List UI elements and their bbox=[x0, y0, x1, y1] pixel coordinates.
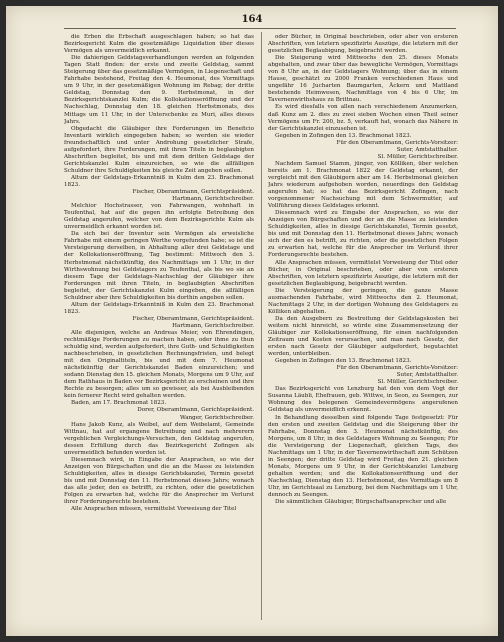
signature-line: Suter, Amtstatthalter. bbox=[396, 372, 458, 379]
signature-line: Fischer, Oberamtmann, Gerichtspräsident. bbox=[132, 189, 254, 196]
signature-line: Für den Oberamtmann, Gerichts-Vorsitzer: bbox=[336, 139, 458, 146]
newspaper-page bbox=[6, 6, 498, 636]
paragraph: Melchior Hochstrasser, von Fahrwangen, wohnhaft in Teufenthal, hat auf die gegen ihn erfolgte Betreibung den Geldstag angerufen, welcher von dem Bezirksgerichte Kulm als unvermeidlich erkannt worden ist. bbox=[64, 203, 254, 231]
signature-line: Suter, Amtstatthalter. bbox=[396, 146, 458, 153]
right-column bbox=[268, 34, 458, 620]
signature-line: Wanger, Gerichtschreiber. bbox=[179, 414, 254, 421]
column-divider bbox=[261, 32, 262, 620]
signature-line: Sl. Müller, Gerichtschreiber. bbox=[377, 379, 458, 386]
paragraph: Diesemnach wird, in Eingabe der Ansprachen, so wie der Anzeigen von Bürgschaften und die an die Masse zu leistenden Schuldigkeiten, alles in diesige Gerichtskanzlei, Termin gesetzt bis und mit Donnstag den 11. Herbstmonat dieses Jahrs; wonach das alle jeder, den es betrifft, zu richten, oder die gesetzlichen Folgen zu erwarten hat, welche für die Ansprecher im Verlurst ihrer Forderungsrechte bestehen. bbox=[64, 456, 254, 506]
paragraph: Altum der Geldstags-Erkanntniß in Kulm den 23. Brachmonat 1823. bbox=[64, 174, 254, 188]
paragraph: Das Bezirksgericht von Lenzburg hat den von dem Vogt der Susanna Läubli, Ehefrauen, geb. Wittwe, in Seon, zu Seengen, zur Wohnung des belegenen Gemeindevermögens angerufenen Geldstag als unvermeidlich erkennt. bbox=[268, 386, 458, 414]
signature-line: Dorer, Oberamtmann, Gerichtspräsident. bbox=[137, 407, 254, 414]
signature-line: Sl. Müller, Gerichtschreiber. bbox=[377, 153, 458, 160]
paragraph: Die Versteigerung der geringen, die ganze Masse ausmachenden Fahrhabe, wird Mittwochs den 2. Heumonat, Nachmittags 2 Uhr, in der dortigen Wohnung des Geldstagers zu Kölliken abgehalten. bbox=[268, 287, 458, 315]
paragraph: Da sich bei der Inventur sein Vermögen als erweisliche Fahrhabe mit einem geringen Werthe vorgefunden habe; so ist die Versteigerung derselben, in Abhaltung aller drei Geldstage und der Kollokationseröffnung, Tag bestimmt: Mittwoch den 3. Herbstmonat nächstkünftig, des Nachmittags um 1 Uhr, in der Wirthswohnung bei Geldstagers zu Teufenthal, als bis wo sie an diesem Tage der Geldstags-Nachschlag der Gläubiger ihre Forderungen mit ihren Titeln, in beglaubigten Abschriften begleitet, der Gerichtskanzlei Kulm eingeben, die allfälligen Schuldner aber ihre Schuldigkeiten bis dorthin angeben sollen. bbox=[64, 231, 254, 301]
paragraph: oder Bücher, in Original beschrieben, oder aber von ersteren Abschriften, von letztern spezifizirte Auszüge, die letztern mit der gesetzlichen Beglaubigung, beigebracht werden. bbox=[268, 34, 458, 55]
header-rule bbox=[64, 28, 456, 29]
paragraph: Alle Ansprachen müssen, vermittelst Vorweisung der Titel oder Bücher, in Original beschrieben, oder aber von ersteren Abschriften, von letztern spezifizirte Auszüge, die letztern mit der gesetzlichen Beglaubigung, beigebracht werden. bbox=[268, 259, 458, 287]
paragraph: Da den Ausgebern zu Bestreitung der Geldstagskosten bei weitem nicht hinreicht, so würde eine Zusammensetzung der Gläubiger zur Kollokationseröffnung, für einen nachfolgenden Zeitraum und Kosten verursachen, und man nach Gesetz, der ersten nach Gesetz der Gläubiger aufgefordert, begutachtet werden, unterbleiben. bbox=[268, 315, 458, 358]
paragraph: Alle Ansprachen müssen, vermittelst Vorweisung der Titel bbox=[71, 506, 237, 513]
paragraph: Diesemnach wird zu Eingabe der Ansprachen, so wie der Anzeigen von Bürgschaften und der an die Masse zu leistenden Schuldigkeiten, alles in diesige Gerichtskanzlei, Termin gesetzt, bis und mit Donnstag den 11. Herbstmonat dieses Jahrs; wonach sich der den es betrifft, zu richten, oder die gesetzlichen Folgen zu erwarten hat, welche für die Ansprecher im Verlurst ihrer Forderungsrechte bestehen. bbox=[268, 210, 458, 259]
paragraph: Altum der Geldstags-Erkanntniß in Kulm den 23. Brachmonat 1823. bbox=[64, 301, 254, 315]
paragraph: Gegeben in Zofingen den 13. Brachmonat 1823. bbox=[275, 132, 412, 139]
signature-line: Fischer, Oberamtmann, Gerichtspräsident. bbox=[132, 315, 254, 322]
signature-line: Für den Oberamtmann, Gerichts-Vorsitzer: bbox=[336, 365, 458, 372]
paragraph: Es wird diesfalls von allen nach verschiedenem Anzumerken, daß Kunz am 2. dies zu zwei sieben Wochen einen Theil seiner Vermögens um Fr. 200, bz. 5, verkauft hat, wonach das Nähere in der Gerichtskanzlei einzusehen ist. bbox=[268, 104, 458, 132]
signature-line: Hartmann, Gerichtschreiber. bbox=[172, 322, 254, 329]
paragraph: In Behandlung desselben sind folgende Tage festgesetzt: Für den ersten und zweiten Geldstag und die Steigerung über ihr Fahrhabe, Donnstag den 3. Heumonat nächstkünftig, des Morgens, um 8 Uhr, in des Geldstagers Wohnung zu Seengen; Für die Versteigerung der Liegenschaft, gleichen Tags, des Nachmittags um 1 Uhr, in der Tavernenwirthschaft zum Schützen in Seengen; der dritte Geldstag wird Freitag den 21. gleichen Monats, Morgens um 9 Uhr, in der Gerichtskanzlei Lenzburg gehalten werden; und die Kollokationseröffnung und der Nachschlag, Dienstag den 13. Herbstmonat, des Vormittags um 8 Uhr, im Gerichtsaal zu Lenzburg, bei dem Nachmittags um 1 Uhr, dennoch zu Seengen. bbox=[268, 414, 458, 499]
paragraph: Nachdem Samuel Stamm, jünger, von Kölliken, über welchen bereits am 1. Brachmonat 1822 der Geldstag erkannt, der vergleicht mit den Gläubigern aber am 14. Herbstmonat gleichen Jahrs wiederum aufgehoben worden, neuerdings den Geldstag angerufen hat; so hat das Bezirksgericht Zofingen, nach vorgenommener Nachsuchung mit dem Schwermutter, auf Vollführung dieses Geldstages erkennt. bbox=[268, 160, 458, 210]
paragraph: Baden, am 17. Brachmonat 1823. bbox=[71, 400, 167, 407]
paragraph: Alle diejenigen, welche an Andreas Meier, von Ehrendingen, rechtmäßige Forderungen zu machen haben, oder ihme zu thun schuldig sind, werden aufgefordert, ihre Guth- und Schuldigkeiten nachbeschrieben, in gesetzlichen Rechnungsfristen, und belegt mit den Originaltiteln, bis und mit dem 7. Heumonat nächstkünftig der Gerichtskanzlei Baden einzureichen; und sodann Dienstag den 15. gleichen Monats, Morgens um 9 Uhr, auf dem Rathhaus in Baden vor Bezirksgericht zu erscheinen und ihre Rechte zu besorgen; alles um so gewisser, als bei Ausbleibenden kein fernerer Recht wird gehalten werden. bbox=[64, 329, 254, 400]
paragraph: Die Steigerung wird Mittwochs den 25. dieses Monats abgehalten, und zwar über das bewegliche Vermögen, Vormittags von 8 Uhr an, in der Geldstagers Wohnung; über das in einem Hause, geschätzt zu 2000 Franken verschiedenen Haus und ungefähr 16 Jucharten Baumgarten, Äckern und Mattland bestehende Heimwesen, Nachmittags von 4 bis 6 Uhr, im Tavernenwirthshaus zu Brittnau. bbox=[268, 55, 458, 104]
paragraph: Gegeben in Zofingen den 13. Brachmonat 1823. bbox=[275, 358, 412, 365]
paragraph: Obgedacht die Gläubiger ihre Forderungen im Beneficio Inventarii wirklich eingegeben haben; so werden sie wieder freundschaftlich und unter Androhung gesetzlicher Strafe, aufgefordert, ihre Forderungen, mit ihren Titeln in beglaubigten Abschriften begleitet, bis und mit dem dritten Geldstage der Gerichtskanzlei Kulm einzureichen, so wie die allfälligen Schuldner ihre Schuldigkeiten bis gleiche Zeit angeben sollen. bbox=[64, 125, 254, 174]
paragraph: Hans Jakob Kunz, als Weibel, auf dem Weibelamt, Gemeinde Wittnau, hat auf ergangene Betreibung und nach mehrerern vergeblichen Vergleichungs-Versuchen, den Geldstag angerufen, dessen Erfüllung durch das Bezirksgericht Zofingen als unvermeidlich befunden worden ist. bbox=[64, 421, 254, 456]
page-number: 164 bbox=[241, 14, 263, 25]
paragraph: die Erben die Erbschaft ausgeschlagen haben; so hat das Bezirksgericht Kulm die gesetzmäßige Liquidation über dieses Vermögen als unvermeidlich erkannt. bbox=[64, 34, 254, 55]
paragraph: Die sämmtlichen Gläubiger, Bürgschaftsansprecher und alle bbox=[275, 499, 447, 506]
signature-line: Hartmann, Gerichtschreiber. bbox=[172, 196, 254, 203]
paragraph: Die dahierigen Geldstagsverhandlungen werden an folgenden Tagen Statt finden: der erste und zweite Geldstag, sammt Steigerung über das gesetzmäßige Vermögen, in Liegenschaft und Fahrhabe bestehend, Freitag den 4. Heumonat, des Vormittags um 9 Uhr, in der gesetzmäßigen Wohnung im Rebag; der dritte Geldstag, Donnstag den 9. Herbstmonat, in der Bezirksgerichtskanzlei Kulm; die Kollokationseröffnung und der Nachschlag, Donnstag den 18. gleichen Herbstmonats, des Mittags um 11 Uhr, in der Unterschenke zu Muri, alles dieses Jahrs. bbox=[64, 55, 254, 125]
left-column bbox=[64, 34, 254, 620]
